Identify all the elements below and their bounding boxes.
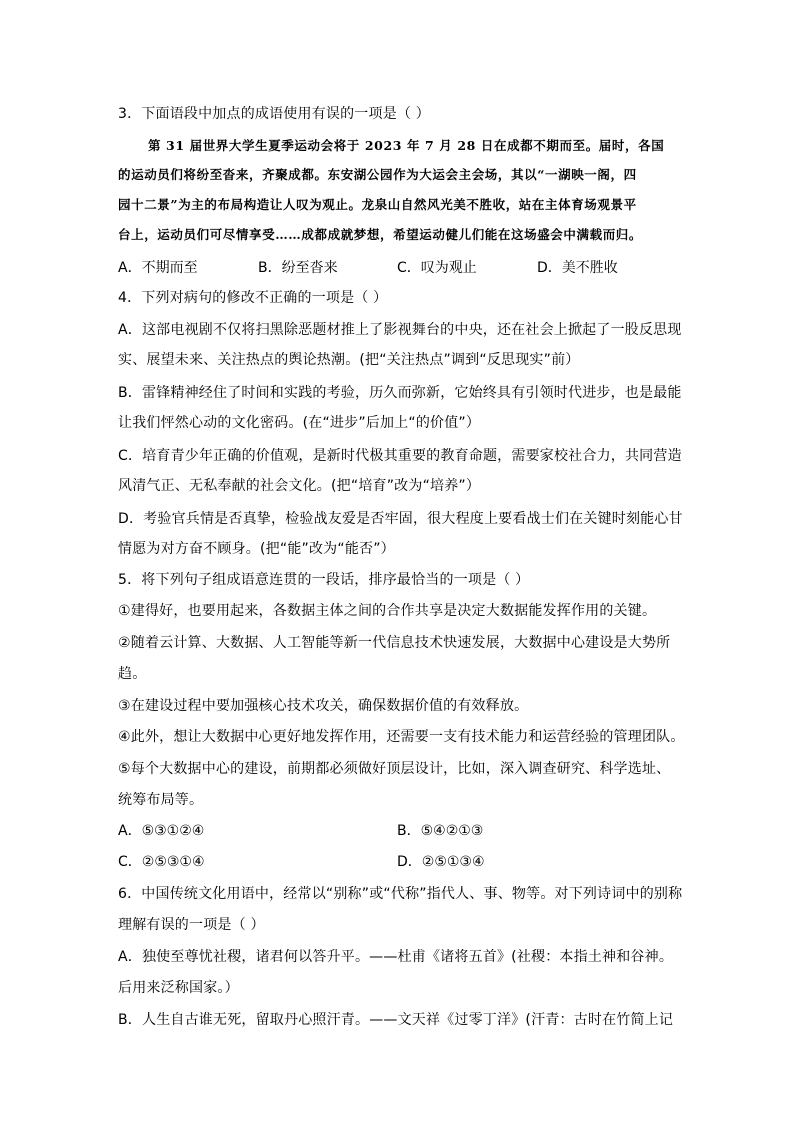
q4-line-5: C．培育青少年正确的价值观，是新时代极其重要的教育命题，需要家校社合力，共同营造 (118, 448, 682, 464)
q4-line-4: 让我们怦然心动的文化密码。(在“进步”后加上“的价值”） (118, 415, 481, 431)
q3-option-c: C．叹为观止 (397, 260, 477, 276)
q6-line-a-2: 后用来泛称国家。） (118, 980, 239, 996)
passage-line-2: 的运动员们将纷至沓来，齐聚成都。东安湖公园作为大运会主会场，其以“一湖映一阁，四 (118, 167, 637, 182)
q6-line-b-1: B．人生自古谁无死，留取丹心照汗青。——文天祥《过零丁洋》(汗青：古时在竹简上记 (118, 1012, 674, 1028)
q3-option-b: B．纷至沓来 (258, 260, 338, 276)
q4-line-1: A．这部电视剧不仅将扫黑除恶题材推上了影视舞台的中央，还在社会上掀起了一股反思现 (118, 322, 682, 338)
q6-line-a-1: A．独使至尊忧社稷，诸君何以答升平。——杜甫《诸将五首》(社稷：本指土神和谷神。 (118, 949, 674, 965)
q4-line-2: 实、展望未来、关注热点的舆论热潮。(把“关注热点”调到“反思现实”前） (118, 352, 580, 368)
question-6-stem-line-1: 6．中国传统文化用语中，经常以“别称”或“代称”指代人、事、物等。对下列诗词中的别称 (118, 886, 683, 902)
q5-line-1: ①建得好，也要用起来，各数据主体之间的合作共享是决定大数据能发挥作用的关键。 (118, 603, 657, 619)
passage-line-3: 园十二景”为主的布局构造让人叹为观止。龙泉山自然风光美不胜收，站在主体育场观景平 (118, 197, 637, 212)
question-3-stem: 3．下面语段中加点的成语使用有误的一项是（ ） (118, 106, 430, 122)
q5-line-7: 统筹布局等。 (118, 792, 204, 808)
question-4-stem: 4．下列对病句的修改不正确的一项是（ ） (118, 290, 388, 306)
q5-line-6: ⑤每个大数据中心的建设，前期都必须做好顶层设计，比如，深入调查研究、科学选址、 (118, 761, 671, 777)
q3-option-d: D．美不胜收 (537, 260, 618, 276)
question-5-stem: 5．将下列句子组成语意连贯的一段话，排序最恰当的一项是（ ） (118, 572, 530, 588)
q3-option-a: A．不期而至 (118, 260, 198, 276)
q4-line-6: 风清气正、无私奉献的社会文化。(把“培育”改为“培养”） (118, 478, 481, 494)
q5-option-b: B．⑤④②①③ (397, 823, 484, 839)
q5-option-c: C．②⑤③①④ (118, 854, 205, 870)
q5-option-a: A．⑤③①②④ (118, 823, 205, 839)
passage-line-1: 第 31 届世界大学生夏季运动会将于 2023 年 7 月 28 日在成都不期而至。届时，各国 (148, 138, 665, 153)
q5-line-2: ②随着云计算、大数据、人工智能等新一代信息技术快速发展，大数据中心建设是大势所 (118, 635, 671, 651)
passage-line-4: 台上，运动员们可尽情享受……成都成就梦想，希望运动健儿们能在这场盛会中满载而归。 (118, 227, 643, 242)
q5-line-5: ④此外，想让大数据中心更好地发挥作用，还需要一支有技术能力和运营经验的管理团队。 (118, 729, 685, 745)
question-6-stem-line-2: 理解有误的一项是（ ） (118, 917, 265, 933)
q5-line-4: ③在建设过程中要加强核心技术攻关，确保数据价值的有效释放。 (118, 698, 529, 714)
q4-line-7: D．考验官兵情是否真挚，检验战友爱是否牢固，很大程度上要看战士们在关键时刻能心甘 (118, 511, 683, 527)
q4-line-8: 情愿为对方奋不顾身。(把“能”改为“能否”） (118, 541, 395, 557)
q4-line-3: B．雷锋精神经住了时间和实践的考验，历久而弥新，它始终具有引领时代进步，也是最能 (118, 385, 682, 401)
q5-option-d: D．②⑤①③④ (397, 854, 485, 870)
q5-line-3: 趋。 (118, 666, 147, 682)
